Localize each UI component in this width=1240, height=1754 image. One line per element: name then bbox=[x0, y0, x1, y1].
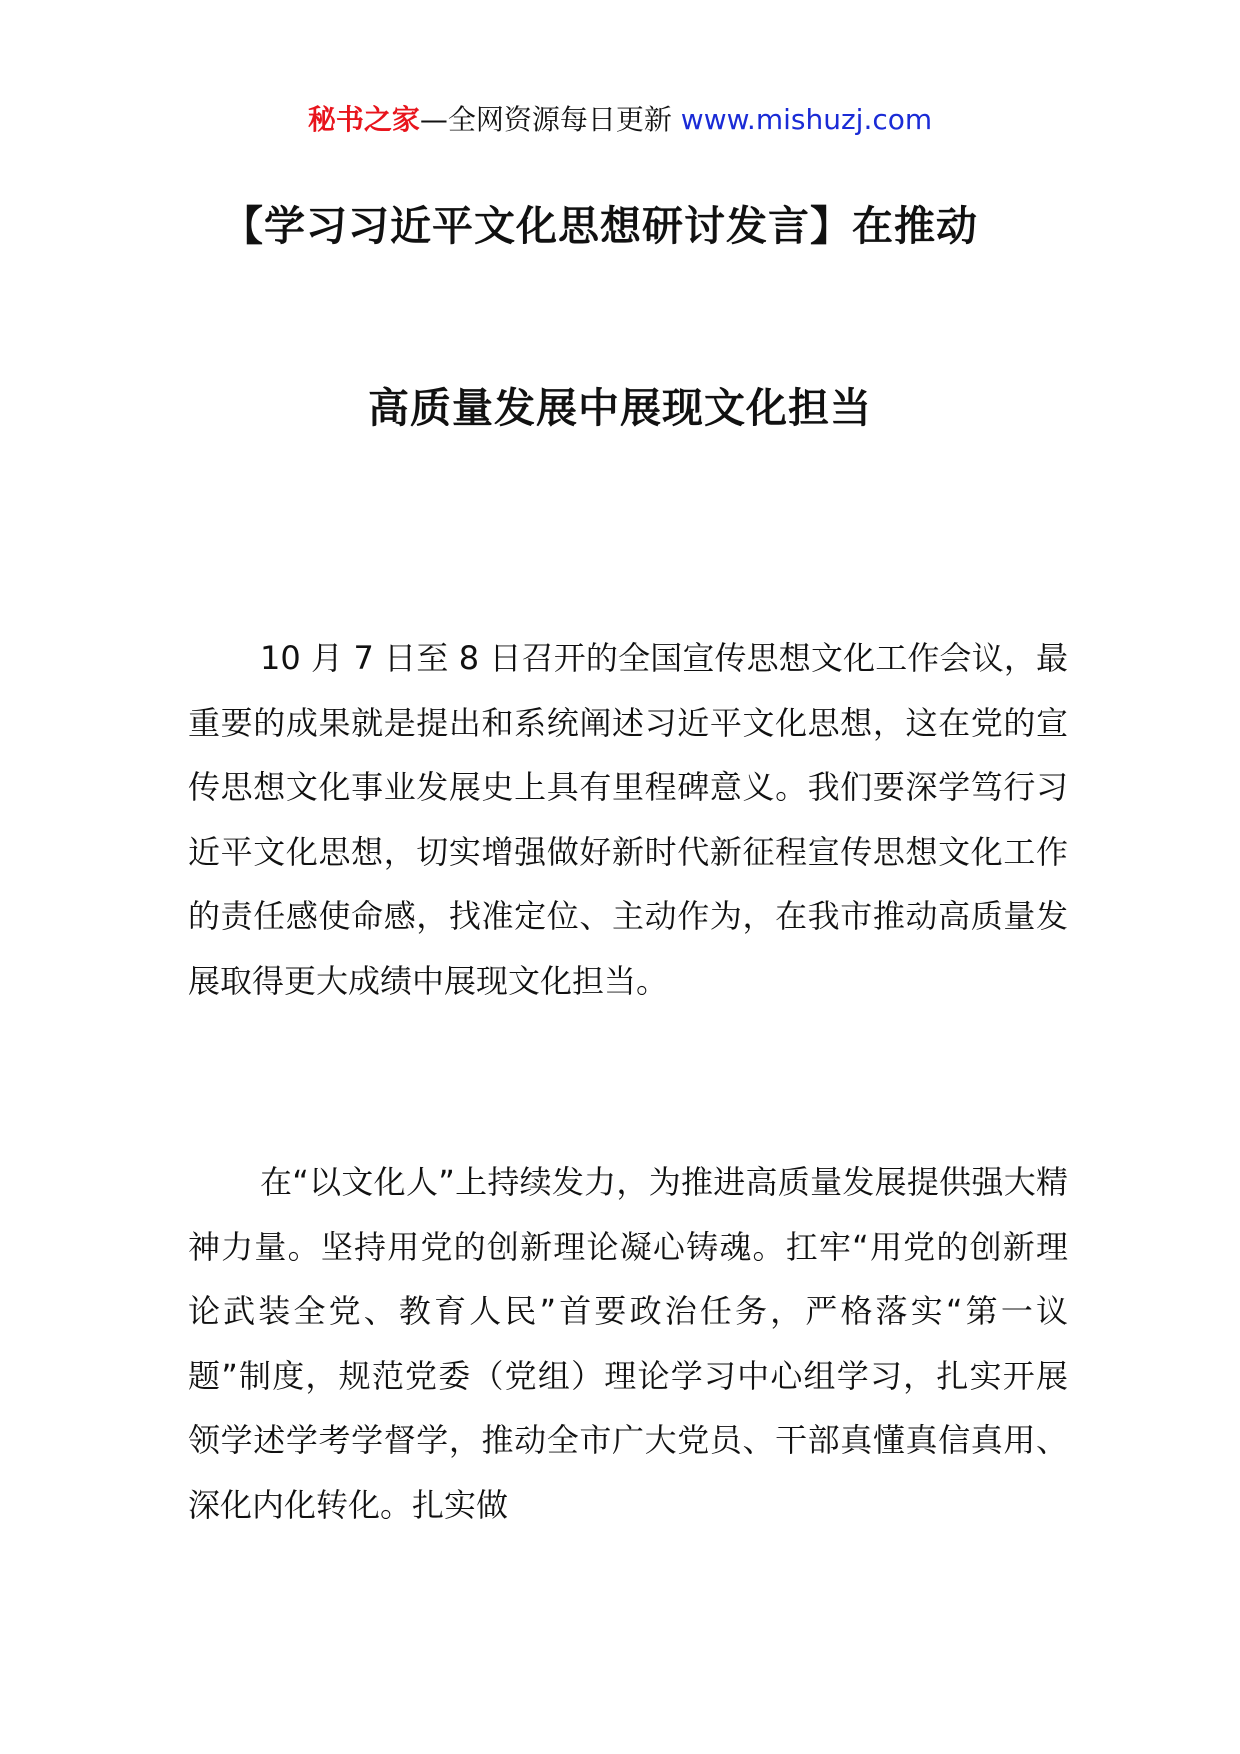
document-title-line-1: 【学习习近平文化思想研讨发言】在推动 bbox=[222, 202, 978, 250]
site-brand: 秘书之家 bbox=[307, 103, 420, 136]
body-paragraph-2: 在“以文化人”上持续发力，为推进高质量发展提供强大精神力量。坚持用党的创新理论凝心铸魂。扛牢“用党的创新理论武装全党、教育人民”首要政治任务，严格落实“第一议题”制度，规范党委（党组）理论学习中心组学习，扎实开展领学述学考学督学，推动全市广大党员、干部真懂真信真用、深化内化转化。扎实做 bbox=[188, 1163, 1068, 1524]
site-url-link[interactable]: www.mishuzj.com bbox=[680, 103, 933, 136]
document-title-line-2: 高质量发展中展现文化担当 bbox=[368, 384, 872, 432]
site-tagline: —全网资源每日更新 bbox=[419, 103, 672, 136]
site-header bbox=[0, 100, 1240, 140]
body-paragraph-1: 10 月 7 日至 8 日召开的全国宣传思想文化工作会议，最重要的成果就是提出和系统阐述习近平文化思想，这在党的宣传思想文化事业发展史上具有里程碑意义。我们要深学笃行习近平文化思想，切实增强做好新时代新征程宣传思想文化工作的责任感使命感，找准定位、主动作为，在我市推动高质量发展取得更大成绩中展现文化担当。 bbox=[188, 639, 1068, 1000]
